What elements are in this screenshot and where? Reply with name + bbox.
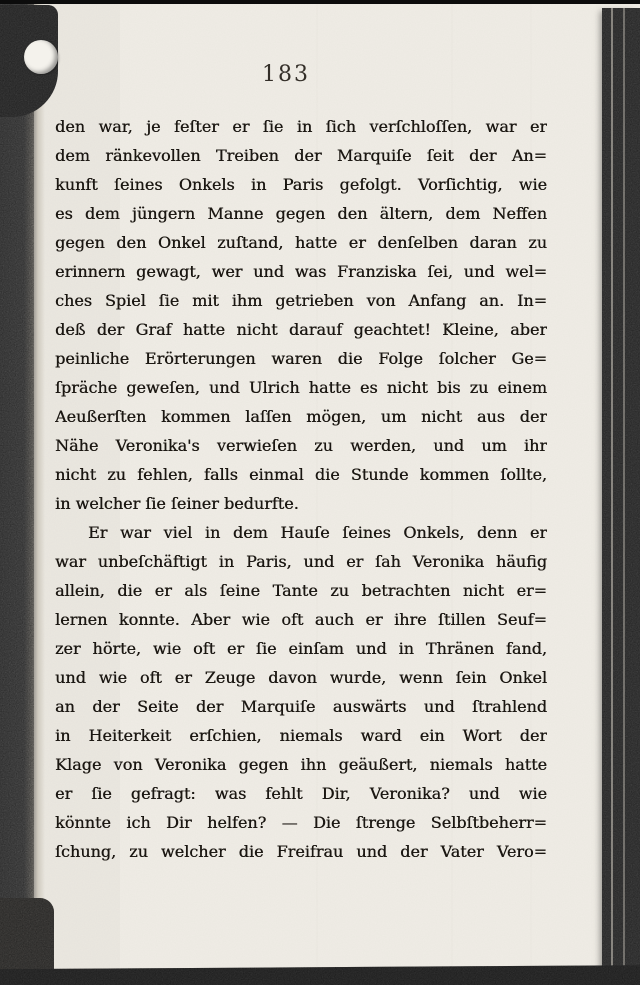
body-text [55,112,547,866]
scan-edge-right [602,8,640,985]
text-line: Aeußerſten kommen laſſen mögen, um nicht aus der [55,407,547,426]
scan-edge-top [0,0,640,4]
text-line: in Heiterkeit erſchien, niemals ward ein Wort der [55,726,547,745]
text-line: lernen konnte. Aber wie oft auch er ihre ſtillen Seuf= [55,610,547,629]
text-line: ſpräche geweſen, und Ulrich hatte es nicht bis zu einem [55,378,547,397]
scan-edge-bottom [0,963,640,985]
text-line: deß der Graf hatte nicht darauf geachtet! Kleine, aber [55,320,547,339]
text-line: es dem jüngern Manne gegen den ältern, dem Neffen [55,204,547,223]
text-line: gegen den Onkel zuſtand, hatte er denſelben daran zu [55,233,547,252]
text-line: an der Seite der Marquiſe auswärts und ſtrahlend [55,697,547,716]
page-number: 183 [262,62,310,87]
text-line-paragraph-end: in welcher ſie ſeiner bedurfte. [55,494,299,513]
text-line: ſchung, zu welcher die Freifrau und der Vater Vero= [55,842,547,861]
text-line: und wie oft er Zeuge davon wurde, wenn ſein Onkel [55,668,547,687]
scan-edge-right-streaks [602,8,640,985]
scan-edge-left [0,2,46,985]
text-line: kunft ſeines Onkels in Paris gefolgt. Vorſichtig, wie [55,175,547,194]
text-line: er ſie gefragt: was fehlt Dir, Veronika? und wie [55,784,547,803]
text-line: ches Spiel ſie mit ihm getrieben von Anfang an. In= [55,291,547,310]
text-line: allein, die er als ſeine Tante zu betrachten nicht er= [55,581,547,600]
text-line: zer hörte, wie oft er ſie einſam und in Thränen fand, [55,639,547,658]
text-line: dem ränkevollen Treiben der Marquiſe ſeit der An= [55,146,547,165]
text-line: erinnern gewagt, wer und was Franziska ſei, und wel= [55,262,547,281]
text-line: peinliche Erörterungen waren die Folge ſolcher Ge= [55,349,547,368]
text-line: Klage von Veronika gegen ihn geäußert, niemals hatte [55,755,547,774]
text-line: Nähe Veronika's verwieſen zu werden, und um ihr [55,436,547,455]
text-line: war unbeſchäftigt in Paris, und er ſah Veronika häufig [55,552,547,571]
text-line: nicht zu fehlen, falls einmal die Stunde kommen ſollte, [55,465,547,484]
text-line-paragraph-start: Er war viel in dem Hauſe ſeines Onkels, denn er [88,523,547,542]
punch-hole [24,40,58,74]
text-line: den war, je feſter er ſie in ſich verſchloſſen, war er [55,117,547,136]
text-line: könnte ich Dir helfen? — Die ſtrenge Selbſtbeherr= [55,813,547,832]
